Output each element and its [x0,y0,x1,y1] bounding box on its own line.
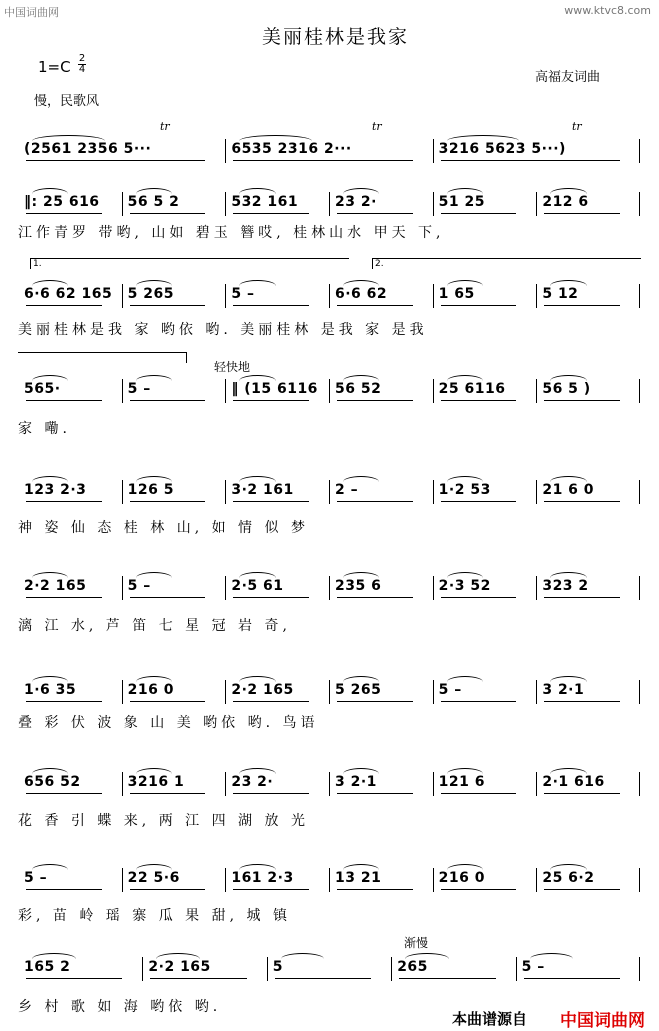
notation-system [18,572,640,608]
volta-1-end [18,352,187,363]
measure: 216 0 [127,682,174,698]
bar-line [433,192,434,216]
watermark-left: 中国词曲网 [4,6,59,19]
slur-arc [32,135,105,141]
slur-arc [239,676,275,682]
bar-line [329,868,330,892]
beam-line [26,978,122,979]
slur-arc [343,188,379,194]
lyric-line: 乡 村 歌 如 海 哟依 哟. [18,999,222,1015]
trill-mark-3: tr [572,120,582,133]
beam-line [337,701,413,702]
measure: 1 65 [438,286,475,302]
watermark-right: www.ktvc8.com [564,4,651,17]
slur-arc [136,676,172,682]
bar-line [536,576,537,600]
time-bottom: 4 [78,64,86,75]
beam-line [544,597,620,598]
bar-line-end [639,576,640,600]
bar-line [329,576,330,600]
beam-line [441,501,517,502]
beam-line [233,889,309,890]
beam-line [337,889,413,890]
beam-line [26,889,102,890]
measure: 25 6116 [438,381,506,397]
measure: 6535 2316 2··· [231,141,352,157]
lyric-line: 漓 江 水, 芦 笛 七 星 冠 岩 奇, [18,618,291,634]
bar-line [433,680,434,704]
measure: 656 52 [24,774,81,790]
slur-arc [32,676,68,682]
bar-line [122,192,123,216]
bar-line [122,868,123,892]
bar-line [329,680,330,704]
beam-line [26,701,102,702]
slur-arc [447,476,483,482]
measure: ‖: 25 616 [24,194,100,210]
beam-line [544,501,620,502]
measure: 23 2· [231,774,274,790]
slur-arc [136,188,172,194]
beam-line [275,978,371,979]
bar-line [536,772,537,796]
slur-arc [550,864,586,870]
measure: 6·6 62 [335,286,388,302]
notation-system [18,476,640,512]
bar-line [536,868,537,892]
bar-line [433,576,434,600]
lyric-line: 彩, 苗 岭 瑶 寨 瓜 果 甜, 城 镇 [18,908,291,924]
beam-line [399,978,495,979]
slur-arc [239,572,275,578]
bar-line [122,379,123,403]
measure: 3·2 161 [231,482,294,498]
lyric-line: 叠 彩 伏 波 象 山 美 哟依 哟. 鸟语 [18,715,319,731]
bar-line [122,480,123,504]
slur-arc [550,768,586,774]
slur-arc [343,768,379,774]
slur-arc [136,864,172,870]
measure: 165 2 [24,959,71,975]
slur-arc [343,280,379,286]
measure: 51 25 [438,194,485,210]
measure: 121 6 [438,774,485,790]
bar-line [433,139,434,163]
beam-line [26,305,102,306]
measure: 5 265 [127,286,174,302]
slur-arc [343,375,379,381]
measure: (2561 2356 5··· [24,141,152,157]
measure: 161 2·3 [231,870,294,886]
beam-line [544,305,620,306]
measure: 5 265 [335,682,382,698]
slur-arc [32,476,68,482]
beam-line [130,213,206,214]
beam-line [130,701,206,702]
bar-line [433,772,434,796]
beam-line [441,305,517,306]
slur-arc [32,864,68,870]
measure: 5 – [438,682,462,698]
footer-site-name: 中国词曲网 [560,1011,645,1031]
bar-line-end [639,868,640,892]
notation-system [18,188,640,224]
measure: ‖ (15 6116 [231,381,318,397]
bar-line-end [639,680,640,704]
slur-arc [239,476,275,482]
slur-arc [447,188,483,194]
slur-arc [550,476,586,482]
time-signature [78,54,86,75]
page-title: 美丽桂林是我家 [262,26,410,48]
measure: 3 2·1 [335,774,377,790]
volta-2 [372,258,641,269]
bar-line [516,957,517,981]
tempo-marking-3: 渐慢 [404,936,429,950]
slur-arc [136,280,172,286]
bar-line-end [639,192,640,216]
footer-source-label: 本曲谱源自 [452,1010,528,1028]
slur-arc [32,375,68,381]
beam-line [26,213,102,214]
bar-line [536,480,537,504]
beam-line [441,793,517,794]
slur-arc [32,768,68,774]
beam-line [441,160,620,161]
measure: 1·6 35 [24,682,77,698]
beam-line [337,597,413,598]
bar-line [536,680,537,704]
bar-line-end [639,772,640,796]
measure: 5 – [24,870,48,886]
measure: 212 6 [542,194,589,210]
notation-system [18,676,640,712]
beam-line [441,701,517,702]
measure: 5 [272,959,284,975]
bar-line-end [639,957,640,981]
beam-line [233,793,309,794]
measure: 56 5 ) [542,381,591,397]
slur-arc [447,768,483,774]
beam-line [26,160,205,161]
slur-arc [447,864,483,870]
slur-arc [136,375,172,381]
beam-line [233,160,412,161]
bar-line [122,680,123,704]
measure: 23 2· [335,194,377,210]
key-label: 1=C [38,58,71,76]
beam-line [130,400,206,401]
measure: 3 2·1 [542,682,585,698]
slur-arc [343,572,379,578]
measure: 5 – [127,381,151,397]
notation-system [18,953,640,989]
measure: 3216 5623 5···) [438,141,566,157]
bar-line-end [639,480,640,504]
measure: 565· [24,381,61,397]
slur-arc [32,188,68,194]
slur-arc [447,375,483,381]
beam-line [233,501,309,502]
volta-1-label: 1. [33,259,42,269]
measure: 532 161 [231,194,299,210]
bar-line [225,192,226,216]
measure: 216 0 [438,870,485,886]
slur-arc [239,135,312,141]
measure: 1·2 53 [438,482,491,498]
measure: 5 – [127,578,151,594]
tempo-marking: 慢，民歌风 [34,94,100,109]
bar-line [433,284,434,308]
bar-line [536,284,537,308]
slur-arc [239,188,275,194]
slur-arc [239,864,275,870]
beam-line [130,889,206,890]
measure: 21 6 0 [542,482,595,498]
bar-line [225,576,226,600]
slur-arc [550,375,586,381]
measure: 5 – [231,286,255,302]
measure: 123 2·3 [24,482,87,498]
measure: 2·2 165 [231,682,294,698]
slur-arc [343,476,379,482]
measure: 265 [397,959,428,975]
beam-line [524,978,620,979]
slur-arc [239,768,275,774]
trill-mark-1: tr [160,120,170,133]
beam-line [544,701,620,702]
bar-line [433,379,434,403]
beam-line [544,213,620,214]
beam-line [337,213,413,214]
bar-line [329,192,330,216]
lyric-line: 神 姿 仙 态 桂 林 山, 如 情 似 梦 [18,520,309,536]
beam-line [130,793,206,794]
bar-line [329,480,330,504]
beam-line [130,305,206,306]
notation-system [18,280,640,316]
notation-system [18,135,640,171]
beam-line [337,501,413,502]
bar-line [536,192,537,216]
bar-line [225,868,226,892]
slur-arc [447,135,520,141]
trill-mark-2: tr [372,120,382,133]
beam-line [233,213,309,214]
measure: 5 – [521,959,545,975]
beam-line [233,400,309,401]
beam-line [544,793,620,794]
notation-system [18,768,640,804]
lyric-line: 家 嘞. [18,421,71,437]
time-top: 2 [78,53,86,64]
bar-line [122,772,123,796]
beam-line [544,889,620,890]
bar-line [225,284,226,308]
beam-line [337,400,413,401]
bar-line-end [639,379,640,403]
notation-system [18,375,640,411]
measure: 5 12 [542,286,579,302]
beam-line [233,701,309,702]
bar-line [225,480,226,504]
bar-line [142,957,143,981]
beam-line [337,305,413,306]
measure: 2·2 165 [24,578,87,594]
bar-line [122,576,123,600]
volta-2-label: 2. [375,259,384,269]
bar-line [391,957,392,981]
beam-line [233,597,309,598]
measure: 323 2 [542,578,589,594]
slur-arc [32,280,68,286]
beam-line [130,597,206,598]
measure: 22 5·6 [127,870,180,886]
beam-line [26,400,102,401]
measure: 2·2 165 [148,959,211,975]
slur-arc [550,676,586,682]
beam-line [150,978,246,979]
measure: 2·1 616 [542,774,605,790]
slur-arc [447,280,483,286]
bar-line [267,957,268,981]
slur-arc [136,476,172,482]
beam-line [337,793,413,794]
slur-arc [32,953,76,959]
measure: 13 21 [335,870,382,886]
bar-line-end [639,284,640,308]
slur-arc [550,188,586,194]
slur-arc [32,572,68,578]
slur-arc [447,572,483,578]
slur-arc [136,572,172,578]
lyric-line: 江作青罗 带哟, 山如 碧玉 簪哎, 桂林山水 甲天 下, [18,225,445,241]
bar-line [225,680,226,704]
slur-arc [343,676,379,682]
measure: 2·5 61 [231,578,284,594]
slur-arc [530,953,574,959]
slur-arc [239,375,275,381]
bar-line [225,379,226,403]
slur-arc [281,953,325,959]
bar-line [329,772,330,796]
slur-arc [405,953,449,959]
slur-arc [550,572,586,578]
bar-line [433,868,434,892]
beam-line [544,400,620,401]
slur-arc [239,280,275,286]
beam-line [26,793,102,794]
measure: 6·6 62 165 [24,286,113,302]
measure: 56 52 [335,381,382,397]
measure: 56 5 2 [127,194,180,210]
slur-arc [156,953,200,959]
tempo-marking-2: 轻快地 [214,360,251,374]
beam-line [130,501,206,502]
measure: 3216 1 [127,774,185,790]
bar-line-end [639,139,640,163]
measure: 25 6·2 [542,870,595,886]
composer: 高福友词曲 [535,70,601,85]
beam-line [441,889,517,890]
bar-line [329,284,330,308]
lyric-line: 花 香 引 蝶 来, 两 江 四 湖 放 光 [18,813,309,829]
beam-line [441,597,517,598]
measure: 235 6 [335,578,382,594]
bar-line [329,379,330,403]
beam-line [441,213,517,214]
measure: 2·3 52 [438,578,491,594]
bar-line [122,284,123,308]
slur-arc [447,676,483,682]
beam-line [26,597,102,598]
volta-1 [30,258,349,269]
measure: 126 5 [127,482,174,498]
slur-arc [343,864,379,870]
key-signature [38,58,71,76]
slur-arc [136,768,172,774]
beam-line [441,400,517,401]
beam-line [26,501,102,502]
beam-line [233,305,309,306]
bar-line [433,480,434,504]
bar-line [225,139,226,163]
bar-line [225,772,226,796]
lyric-line: 美丽桂林是我 家 哟依 哟. 美丽桂林 是我 家 是我 [18,322,428,338]
slur-arc [550,280,586,286]
bar-line [536,379,537,403]
notation-system [18,864,640,900]
measure: 2 – [335,482,359,498]
